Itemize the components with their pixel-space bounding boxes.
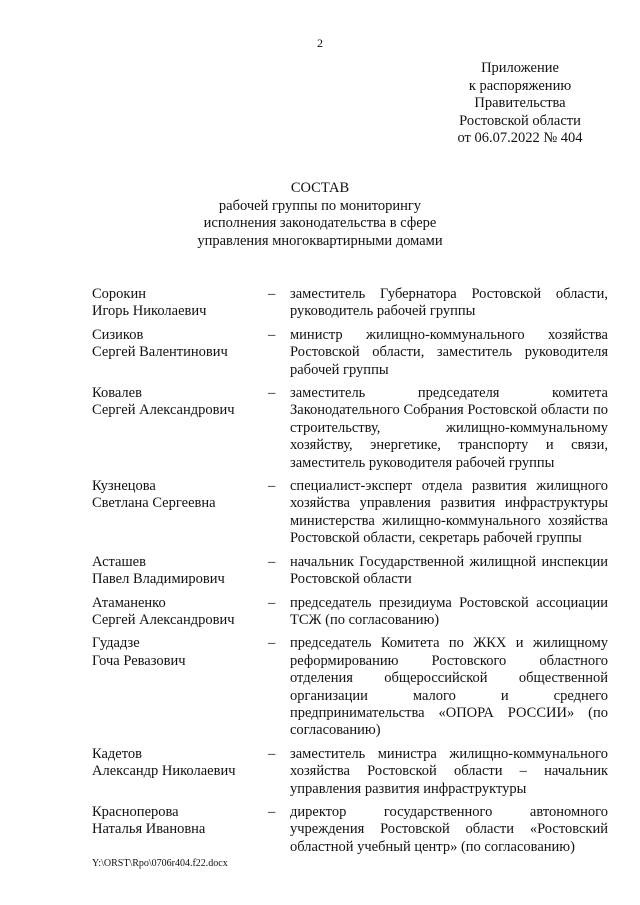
member-dash: –: [268, 326, 276, 343]
member-dash: –: [268, 594, 276, 611]
member-dash: –: [268, 553, 276, 570]
file-path-footer: Y:\ORST\Rpo\0706r404.f22.docx: [92, 858, 228, 869]
member-surname: Кузнецова: [92, 478, 156, 495]
member-name: [92, 286, 268, 321]
member-role: заместитель председателя комитета Законодательного Собрания Ростовской области по строительству, жилищно-коммунальному хозяйству, энергетике, транспорту и связи, заместитель руководителя рабочей группы: [290, 385, 608, 471]
member-given-name: Александр Николаевич: [92, 763, 236, 780]
page-number: 2: [317, 36, 323, 50]
member-name: [92, 595, 268, 630]
member-row: [92, 554, 612, 589]
title-line: рабочей группы по мониторингу: [218, 197, 422, 214]
member-surname: Атаманенко: [92, 594, 166, 611]
member-row: [92, 746, 612, 798]
member-row: [92, 385, 612, 472]
member-row: [92, 804, 612, 856]
title-line: управления многоквартирными домами: [197, 232, 443, 249]
member-row: [92, 595, 612, 630]
member-role: председатель Комитета по ЖКХ и жилищному реформированию Ростовского областного отделения общероссийской общественной организации малого и среднего предпринимательства «ОПОРА РОССИИ» (по согласованию): [290, 635, 608, 739]
member-surname: Сорокин: [92, 286, 146, 302]
member-name: [92, 746, 268, 798]
member-dash: –: [268, 286, 276, 302]
appendix-line: от 06.07.2022 № 404: [457, 130, 583, 146]
member-name: [92, 635, 268, 739]
member-name: [92, 478, 268, 548]
member-surname: Красноперова: [92, 803, 179, 820]
members-list: [92, 286, 612, 862]
member-dash: –: [268, 803, 276, 820]
document-title: [0, 180, 640, 250]
member-given-name: Сергей Александрович: [92, 611, 235, 628]
member-row: [92, 635, 612, 739]
member-role: специалист-эксперт отдела развития жилищного хозяйства управления развития инфраструктуры министерства жилищно-коммунального хозяйства Ростовской области, секретарь рабочей группы: [290, 478, 608, 547]
member-row: [92, 327, 612, 379]
title-line: исполнения законодательства в сфере: [203, 215, 437, 231]
member-surname: Кадетов: [92, 745, 142, 762]
member-given-name: Наталья Ивановна: [92, 821, 206, 838]
title-heading: СОСТАВ: [290, 180, 350, 196]
member-row: [92, 478, 612, 548]
appendix-block: [440, 60, 600, 148]
appendix-line: Ростовской области: [459, 112, 581, 129]
member-given-name: Сергей Валентинович: [92, 344, 228, 361]
member-surname: Асташев: [92, 553, 146, 570]
member-given-name: Светлана Сергеевна: [92, 495, 216, 512]
member-role: председатель президиума Ростовской ассоциации ТСЖ (по согласованию): [290, 594, 608, 628]
member-surname: Сизиков: [92, 326, 144, 343]
member-role: министр жилищно-коммунального хозяйства Ростовской области, заместитель руководителя рабочей группы: [290, 326, 608, 378]
member-row: [92, 286, 612, 321]
member-given-name: Павел Владимирович: [92, 571, 225, 588]
member-dash: –: [268, 745, 276, 762]
member-role: директор государственного автономного учреждения Ростовской области «Ростовский областной учебный центр» (по согласованию): [290, 803, 608, 855]
member-given-name: Гоча Ревазович: [92, 652, 186, 669]
appendix-line: Правительства: [474, 95, 566, 111]
member-dash: –: [268, 478, 276, 495]
member-role: заместитель Губернатора Ростовской области, руководитель рабочей группы: [290, 286, 608, 320]
member-surname: Ковалев: [92, 385, 142, 402]
member-given-name: Сергей Александрович: [92, 402, 235, 419]
member-surname: Гудадзе: [92, 635, 140, 652]
member-role: начальник Государственной жилищной инспекции Ростовской области: [290, 553, 608, 588]
appendix-line: Приложение: [481, 60, 559, 76]
member-given-name: Игорь Николаевич: [92, 303, 207, 320]
appendix-line: к распоряжению: [468, 77, 572, 94]
member-name: [92, 385, 268, 472]
member-name: [92, 804, 268, 856]
member-role: заместитель министра жилищно-коммунального хозяйства Ростовской области – начальник управления развития инфраструктуры: [290, 745, 608, 797]
member-name: [92, 327, 268, 379]
member-dash: –: [268, 385, 276, 402]
member-dash: –: [268, 635, 276, 652]
member-name: [92, 554, 268, 589]
